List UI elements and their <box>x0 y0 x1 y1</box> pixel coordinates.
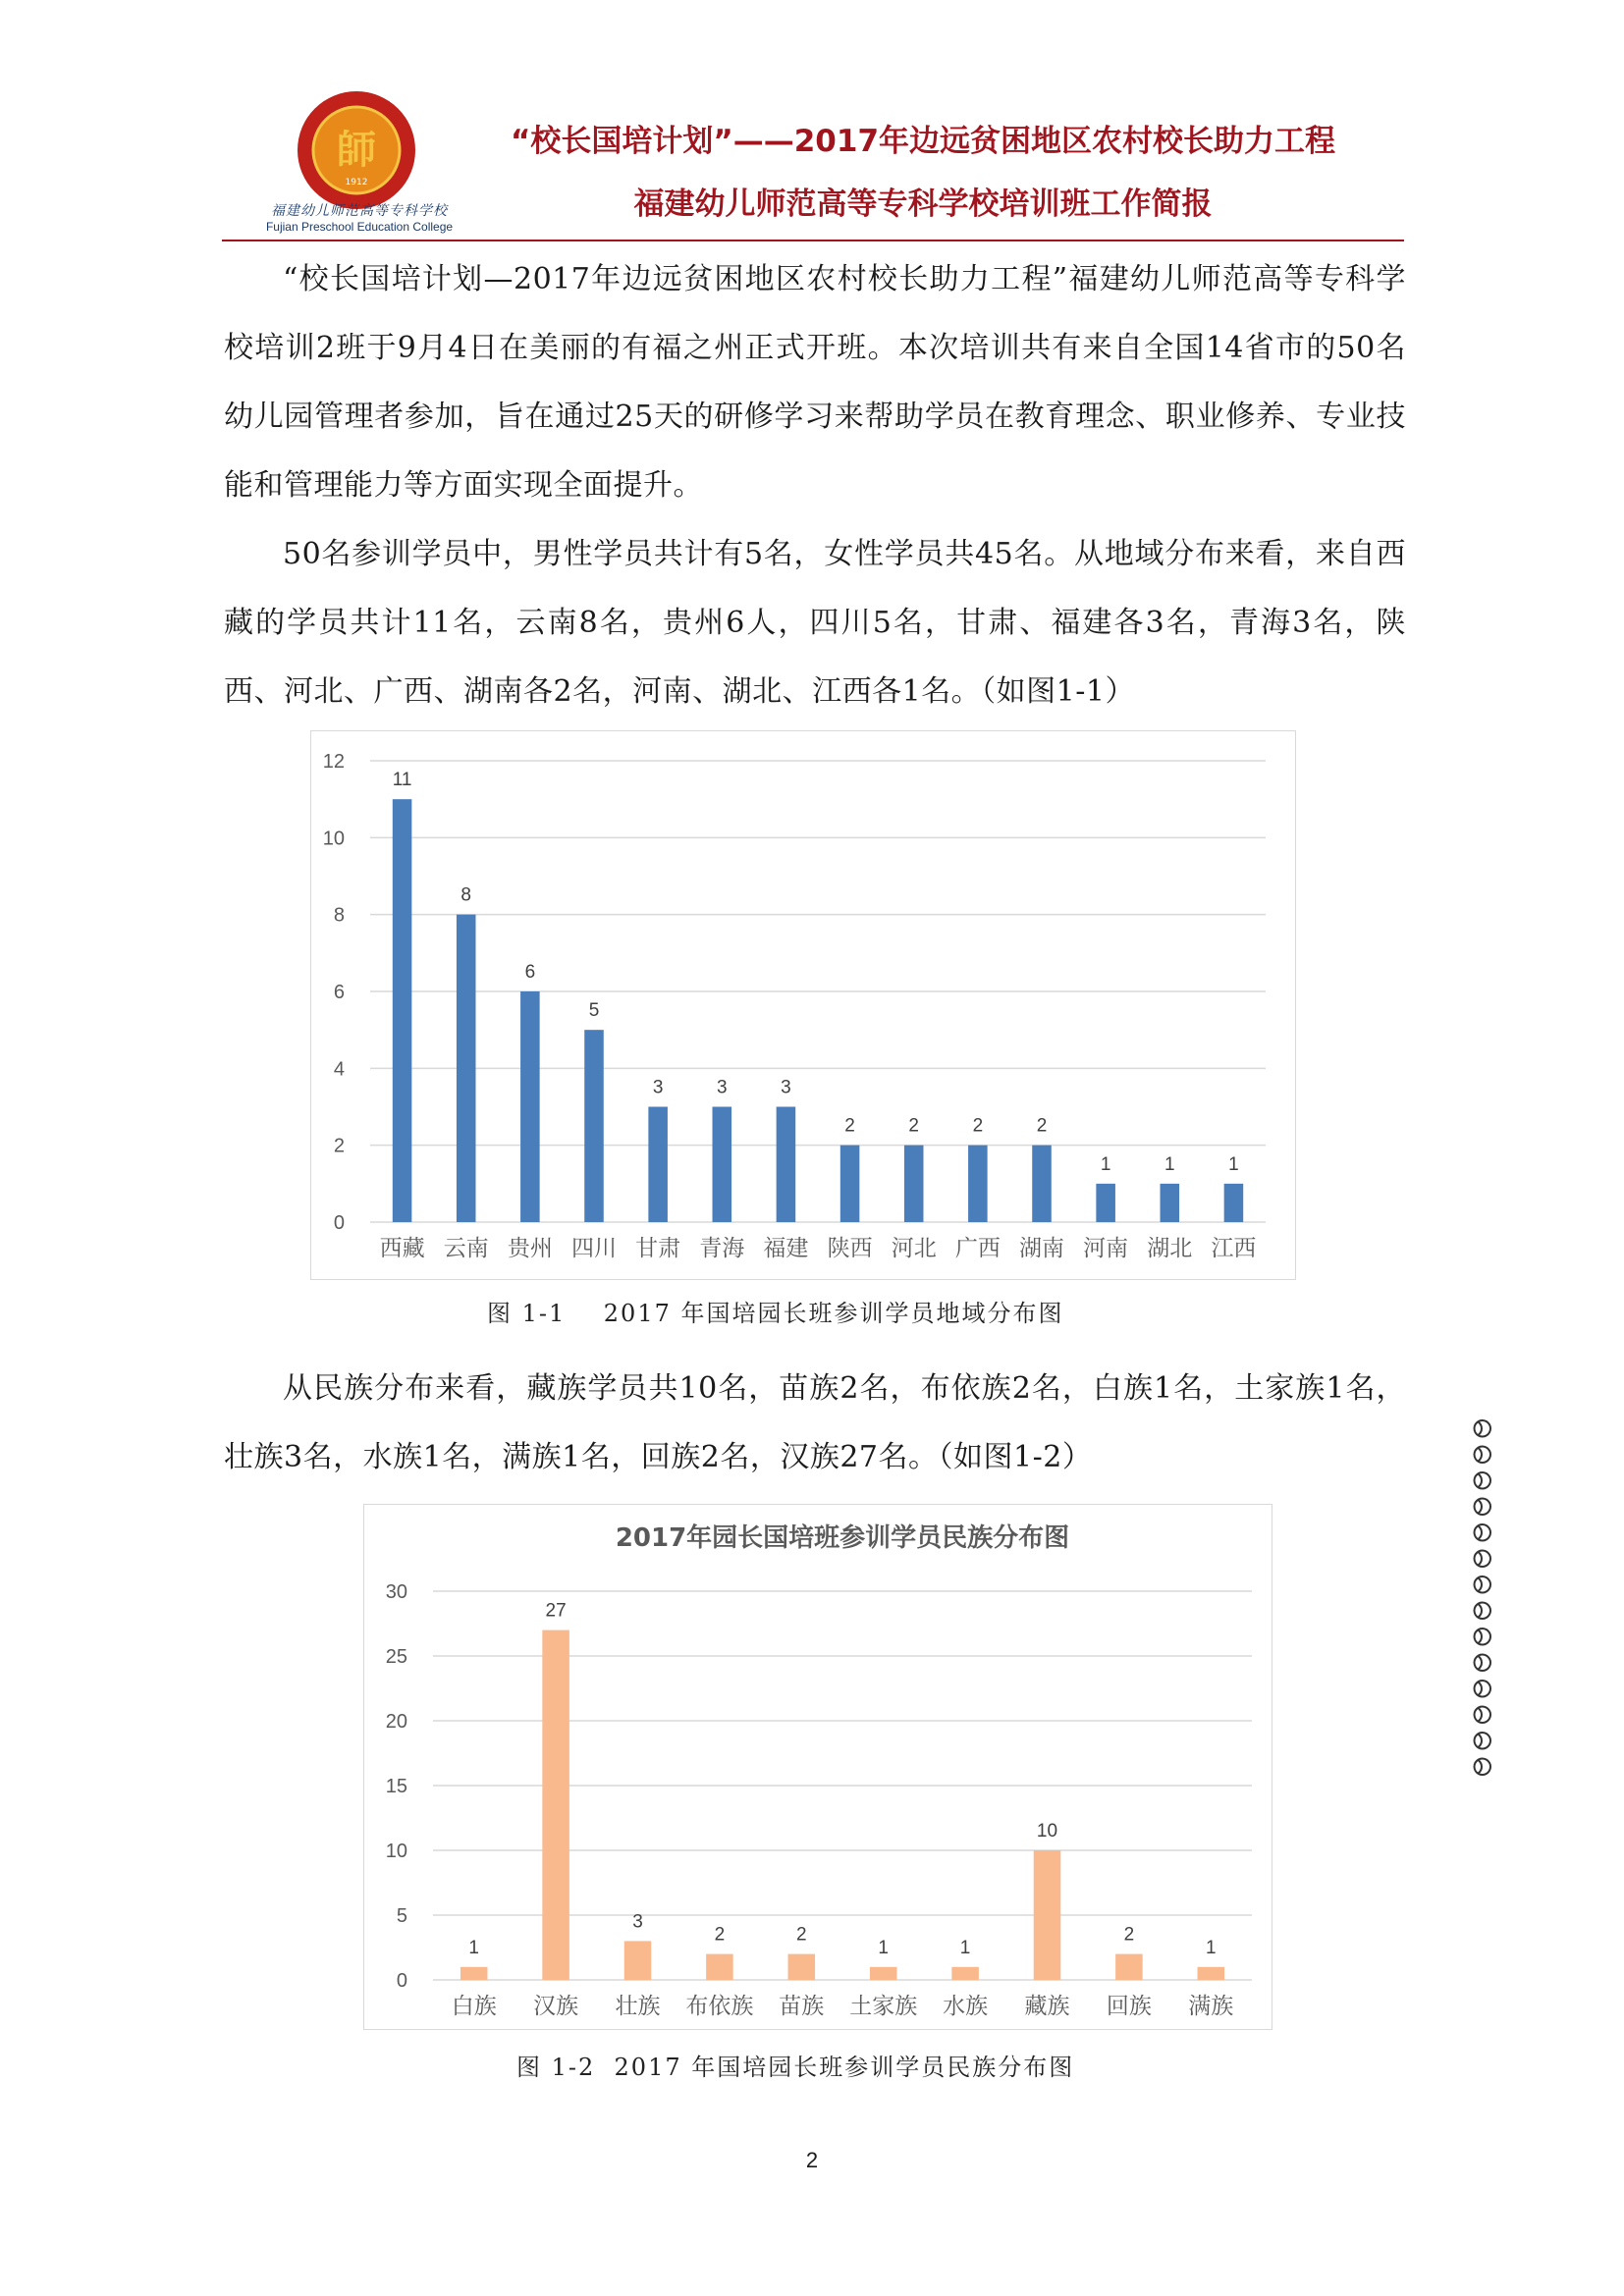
ethnicity-chart-data-label: 1 <box>1206 1937 1217 1958</box>
region-chart-category-label: 湖南 <box>1019 1236 1064 1261</box>
region-chart-data-label: 2 <box>908 1115 920 1137</box>
ethnicity-chart-bar <box>788 1954 816 1980</box>
logo-year-text: 1912 <box>345 178 368 187</box>
logo-center-text: 師 <box>337 128 376 173</box>
region-chart-category-label: 四川 <box>571 1236 617 1261</box>
ethnicity-chart-ytick-label: 20 <box>385 1711 407 1733</box>
region-chart-bar <box>904 1146 924 1222</box>
ethnicity-chart-data-label: 1 <box>959 1937 971 1958</box>
figure-1-1-caption: 图 1-1 2017 年国培园长班参训学员地域分布图 <box>487 1300 1064 1327</box>
region-chart-category-label: 陕西 <box>827 1236 873 1261</box>
ethnicity-chart-data-label: 1 <box>878 1937 889 1958</box>
ethnicity-chart-data-label: 1 <box>468 1937 479 1958</box>
ethnicity-chart-category-label: 布依族 <box>685 1994 754 2019</box>
ethnicity-chart-data-label: 10 <box>1036 1821 1058 1842</box>
ethnicity-chart-bar <box>1034 1850 1061 1980</box>
ethnicity-chart-ytick-label: 5 <box>396 1905 407 1927</box>
ethnicity-chart-category-label: 白族 <box>451 1994 497 2019</box>
ethnicity-chart-category-label: 土家族 <box>849 1994 918 2019</box>
intro-paragraph: “校长国培计划—2017年边远贫困地区农村校长助力工程”福建幼儿师范高等专科学校培训2班于9月4日在美丽的有福之州正式开班。本次培训共有来自全国14省市的50名幼儿园管理者参加，旨在通过25天的研修学习来帮助学员在教育理念、职业修养、专业技能和管理能力等方面实现全面提升。 <box>224 262 1406 503</box>
ethnicity-chart-bar <box>870 1967 897 1980</box>
region-chart-ytick-label: 10 <box>322 828 345 850</box>
logo-caption-en: Fujian Preschool Education College <box>265 220 454 234</box>
region-chart-data-label: 2 <box>972 1115 984 1137</box>
region-chart-category-label: 河南 <box>1083 1236 1129 1261</box>
region-chart-data-label: 1 <box>1100 1153 1111 1175</box>
region-chart-data-label: 2 <box>1036 1115 1048 1137</box>
region-chart-category-label: 江西 <box>1211 1236 1257 1261</box>
ethnicity-chart-category-label: 汉族 <box>533 1994 579 2019</box>
region-chart-ytick-label: 2 <box>333 1135 345 1157</box>
region-chart-bar <box>968 1146 988 1222</box>
region-chart-bar <box>520 991 540 1222</box>
ethnicity-chart-category-label: 水族 <box>943 1994 989 2019</box>
region-chart-ytick-label: 12 <box>322 751 345 773</box>
region-chart-svg <box>311 731 1295 1279</box>
region-chart <box>310 730 1296 1280</box>
ethnicity-chart-bar <box>460 1967 488 1980</box>
college-logo <box>295 88 418 212</box>
side-margin-decoration: ဓဓဓဓဓဓဓဓဓဓဓဓဓဓ <box>1464 1417 1509 1782</box>
ethnicity-chart-bar <box>951 1967 979 1980</box>
region-chart-ytick-label: 0 <box>333 1212 345 1234</box>
region-chart-data-label: 3 <box>716 1077 728 1098</box>
ethnicity-chart-bar <box>542 1630 569 1980</box>
region-chart-data-label: 2 <box>844 1115 855 1137</box>
region-chart-data-label: 1 <box>1164 1153 1175 1175</box>
region-chart-bar <box>393 799 412 1222</box>
ethnicity-chart-ytick-label: 0 <box>396 1970 407 1992</box>
region-chart-ytick-label: 4 <box>333 1058 345 1081</box>
page-number: 2 <box>805 2148 819 2172</box>
ethnicity-chart-data-label: 2 <box>796 1924 807 1946</box>
ethnicity-chart-bar <box>1198 1967 1225 1980</box>
ethnicity-chart-ytick-label: 15 <box>385 1776 407 1797</box>
ethnicity-chart-bar <box>706 1954 733 1980</box>
ethnicity-chart-data-label: 3 <box>632 1911 643 1933</box>
ethnicity-chart-category-label: 苗族 <box>779 1994 825 2019</box>
ethnicity-chart <box>363 1504 1272 2030</box>
region-chart-category-label: 西藏 <box>379 1236 425 1261</box>
ethnicity-chart-svg <box>364 1505 1272 2029</box>
region-chart-ytick-label: 6 <box>333 982 345 1003</box>
region-chart-data-label: 5 <box>588 1000 600 1022</box>
ethnicity-chart-category-label: 壮族 <box>615 1994 661 2019</box>
region-chart-data-label: 3 <box>652 1077 664 1098</box>
ethnicity-chart-bar <box>1115 1954 1143 1980</box>
region-chart-bar <box>457 915 476 1222</box>
gender-region-paragraph: 50名参训学员中，男性学员共计有5名，女性学员共45名。从地域分布来看，来自西藏的学员共计11名，云南8名，贵州6人，四川5名，甘肃、福建各3名，青海3名，陕西、河北、广西、湖南各2名，河南、湖北、江西各1名。（如图1-1） <box>224 537 1406 709</box>
region-chart-data-label: 6 <box>524 962 536 983</box>
region-chart-bar <box>1224 1184 1244 1222</box>
region-chart-category-label: 云南 <box>443 1236 489 1261</box>
ethnicity-chart-title: 2017年园长国培班参训学员民族分布图 <box>615 1523 1070 1553</box>
region-chart-data-label: 3 <box>781 1077 791 1098</box>
ethnicity-chart-bar <box>624 1941 652 1980</box>
region-chart-ytick-label: 8 <box>333 904 345 927</box>
region-chart-category-label: 湖北 <box>1147 1236 1193 1261</box>
region-chart-data-label: 11 <box>392 770 412 791</box>
region-chart-bar <box>777 1107 796 1223</box>
ethnicity-chart-data-label: 2 <box>714 1924 726 1946</box>
region-chart-bar <box>1096 1184 1115 1222</box>
ethnicity-chart-data-label: 2 <box>1123 1924 1135 1946</box>
ethnicity-chart-ytick-label: 10 <box>385 1841 407 1862</box>
region-chart-category-label: 青海 <box>699 1236 745 1261</box>
region-chart-bar <box>840 1146 860 1222</box>
region-chart-bar <box>648 1107 668 1223</box>
region-chart-category-label: 贵州 <box>507 1236 553 1261</box>
region-chart-category-label: 福建 <box>763 1236 809 1261</box>
header-divider <box>222 240 1404 241</box>
region-chart-bar <box>1032 1146 1052 1222</box>
region-chart-category-label: 河北 <box>891 1236 937 1261</box>
ethnicity-chart-ytick-label: 30 <box>385 1581 407 1603</box>
ethnicity-chart-data-label: 27 <box>545 1600 567 1622</box>
ethnicity-chart-category-label: 满族 <box>1188 1994 1234 2019</box>
ethnicity-paragraph: 从民族分布来看，藏族学员共10名，苗族2名，布依族2名，白族1名，土家族1名，壮族3名，水族1名，满族1名，回族2名，汉族27名。（如图1-2） <box>224 1371 1406 1474</box>
region-chart-category-label: 甘肃 <box>635 1236 681 1261</box>
region-chart-data-label: 8 <box>460 884 472 906</box>
logo-caption-cn: 福建幼儿师范高等专科学校 <box>271 203 448 219</box>
header-title-line1: “校长国培计划”——2017年边远贫困地区农村校长助力工程 <box>510 124 1336 159</box>
ethnicity-chart-category-label: 回族 <box>1106 1994 1152 2019</box>
ethnicity-chart-ytick-label: 25 <box>385 1646 407 1668</box>
region-chart-bar <box>713 1107 732 1223</box>
figure-1-2-caption: 图 1-2 2017 年国培园长班参训学员民族分布图 <box>516 2054 1075 2081</box>
ethnicity-chart-category-label: 藏族 <box>1024 1994 1070 2019</box>
region-chart-data-label: 1 <box>1228 1153 1239 1175</box>
region-chart-bar <box>1161 1184 1180 1222</box>
region-chart-category-label: 广西 <box>954 1236 1001 1261</box>
region-chart-bar <box>584 1030 604 1222</box>
header-title-line2: 福建幼儿师范高等专科学校培训班工作简报 <box>633 187 1213 222</box>
